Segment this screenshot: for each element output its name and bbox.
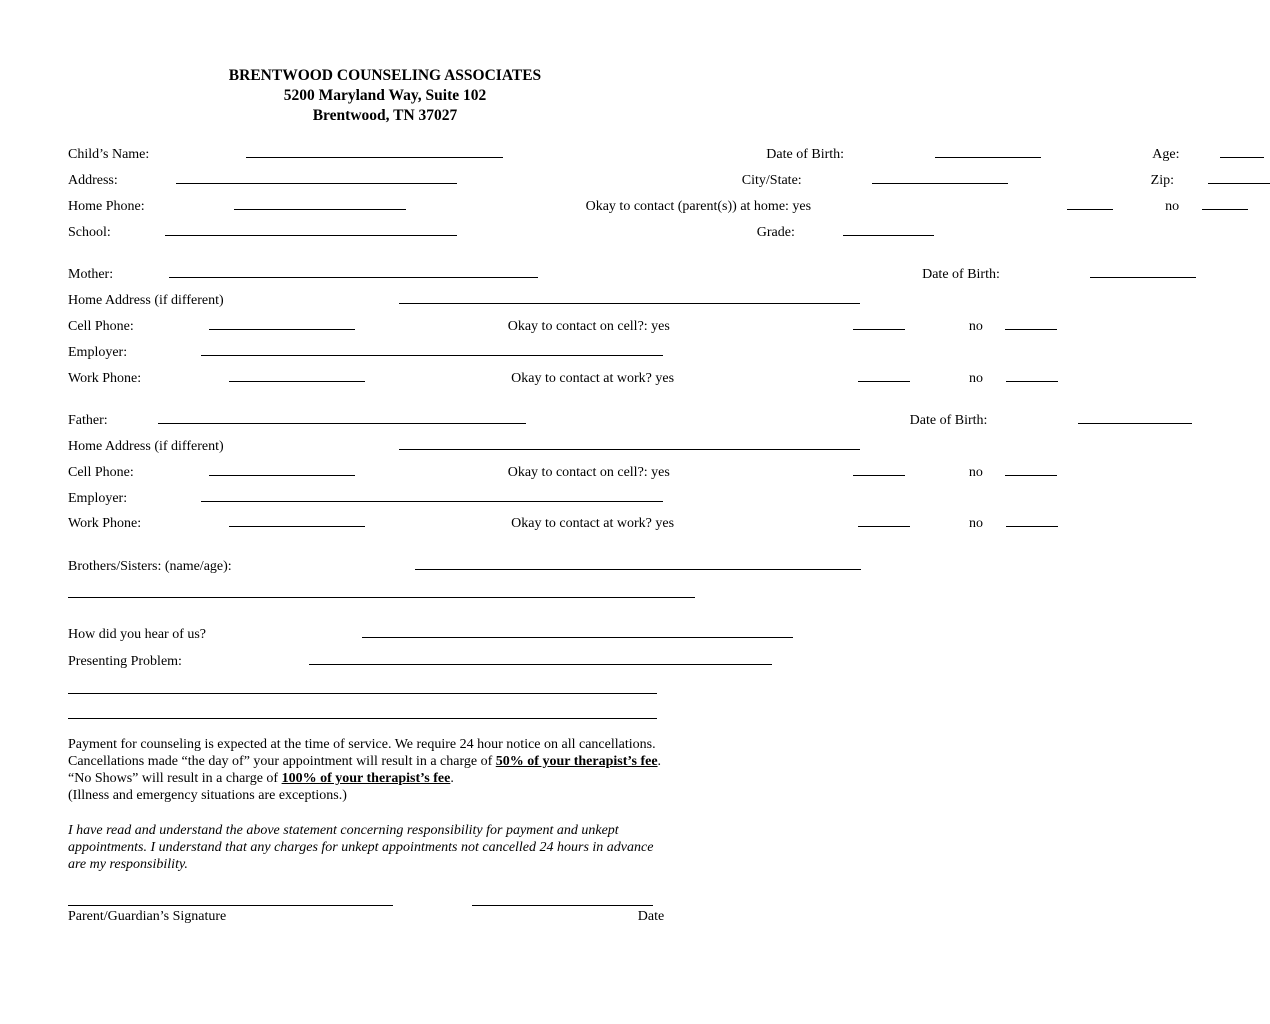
mother-okay-cell-no-label: no: [968, 319, 983, 334]
father-home-address-label: Home Address (if different): [68, 439, 224, 454]
org-city: Brentwood, TN 37027: [312, 107, 458, 124]
father-employer-field[interactable]: [201, 488, 663, 502]
child-phone-row: [68, 196, 1180, 214]
mother-work-label: Work Phone:: [68, 371, 142, 386]
father-okay-work-no-field[interactable]: [1006, 513, 1058, 527]
child-age-field[interactable]: [1220, 144, 1264, 158]
father-cell-row: [68, 462, 983, 480]
problem-field[interactable]: [309, 651, 772, 665]
child-name-row: [68, 144, 1180, 162]
grade-label: Grade:: [756, 225, 795, 240]
problem-field-line-3[interactable]: [68, 718, 657, 719]
okay-home-label: Okay to contact (parent(s)) at home: yes: [585, 199, 812, 214]
child-city-label: City/State:: [741, 173, 802, 188]
siblings-row: [68, 556, 708, 574]
father-okay-cell-no-field[interactable]: [1005, 462, 1057, 476]
father-okay-work-label: Okay to contact at work? yes: [511, 516, 675, 531]
mother-work-row: [68, 368, 984, 386]
child-age-label: Age:: [1152, 147, 1180, 162]
date-label: Date: [637, 909, 665, 924]
mother-work-field[interactable]: [229, 368, 365, 382]
mother-okay-work-no-field[interactable]: [1006, 368, 1058, 382]
father-okay-cell-yes-field[interactable]: [853, 462, 905, 476]
form-header: [0, 66, 770, 126]
child-name-label: Child’s Name:: [68, 147, 150, 162]
mother-cell-label: Cell Phone:: [68, 319, 134, 334]
okay-home-no-field[interactable]: [1202, 196, 1248, 210]
payment-text-1: Payment for counseling is expected at the time of service. We require 24 hour notice on all cancellations. Cancellations made “the day of” your appointment will result in a charge of: [68, 737, 656, 769]
problem-label: Presenting Problem:: [68, 654, 182, 669]
child-zip-label: Zip:: [1150, 173, 1175, 188]
payment-text-3: .: [450, 771, 454, 786]
signature-line[interactable]: [68, 905, 393, 906]
payment-policy: [68, 736, 678, 804]
father-okay-cell-label: Okay to contact on cell?: yes: [507, 465, 670, 480]
father-name-field[interactable]: [158, 410, 526, 424]
mother-home-address-field[interactable]: [399, 290, 860, 304]
mother-okay-work-no-label: no: [969, 371, 984, 386]
siblings-label: Brothers/Sisters: (name/age):: [68, 559, 232, 574]
okay-home-no-label: no: [1165, 199, 1180, 214]
school-row: [68, 222, 795, 240]
father-okay-work-yes-field[interactable]: [858, 513, 910, 527]
father-employer-row: [68, 488, 708, 506]
siblings-field-line-2[interactable]: [68, 597, 695, 598]
father-work-label: Work Phone:: [68, 516, 142, 531]
signature-label: Parent/Guardian’s Signature: [68, 909, 227, 924]
mother-dob-field[interactable]: [1090, 264, 1196, 278]
hear-row: [68, 624, 708, 642]
mother-okay-work-yes-field[interactable]: [858, 368, 910, 382]
child-dob-label: Date of Birth:: [766, 147, 845, 162]
mother-employer-label: Employer:: [68, 345, 128, 360]
father-dob-label: Date of Birth:: [909, 413, 988, 428]
org-address: 5200 Maryland Way, Suite 102: [283, 87, 487, 104]
child-address-label: Address:: [68, 173, 118, 188]
mother-home-address-row: [68, 290, 708, 308]
mother-okay-cell-label: Okay to contact on cell?: yes: [507, 319, 670, 334]
father-row: [68, 410, 988, 428]
mother-okay-cell-no-field[interactable]: [1005, 316, 1057, 330]
okay-home-yes-field[interactable]: [1067, 196, 1113, 210]
responsibility-statement: I have read and understand the above statement concerning responsibility for payment and unkept appointments. I understand that any charges for unkept appointments not cancelled 24 hours in advance are my responsibility.: [68, 823, 654, 872]
mother-cell-row: [68, 316, 983, 334]
father-home-address-row: [68, 436, 708, 454]
hear-label: How did you hear of us?: [68, 627, 207, 642]
mother-employer-field[interactable]: [201, 342, 663, 356]
mother-employer-row: [68, 342, 708, 360]
child-name-field[interactable]: [246, 144, 503, 158]
payment-exceptions: (Illness and emergency situations are exceptions.): [68, 788, 347, 803]
father-work-field[interactable]: [229, 513, 365, 527]
siblings-field[interactable]: [415, 556, 861, 570]
father-cell-label: Cell Phone:: [68, 465, 134, 480]
father-okay-work-no-label: no: [969, 516, 984, 531]
mother-home-address-label: Home Address (if different): [68, 293, 224, 308]
mother-okay-cell-yes-field[interactable]: [853, 316, 905, 330]
problem-row: [68, 651, 708, 669]
mother-okay-work-label: Okay to contact at work? yes: [511, 371, 675, 386]
mother-name-field[interactable]: [169, 264, 538, 278]
father-employer-label: Employer:: [68, 491, 128, 506]
payment-text-2: . “No Shows” will result in a charge of: [68, 754, 662, 786]
father-okay-cell-no-label: no: [968, 465, 983, 480]
mother-dob-label: Date of Birth:: [922, 267, 1000, 282]
grade-field[interactable]: [843, 222, 934, 236]
father-dob-field[interactable]: [1078, 410, 1192, 424]
father-work-row: [68, 513, 984, 531]
payment-fee-100: 100% of your therapist’s fee: [281, 771, 451, 786]
child-city-field[interactable]: [872, 170, 1008, 184]
home-phone-field[interactable]: [234, 196, 406, 210]
school-field[interactable]: [165, 222, 457, 236]
father-cell-field[interactable]: [209, 462, 355, 476]
child-zip-field[interactable]: [1208, 170, 1270, 184]
mother-label: Mother:: [68, 267, 114, 282]
mother-cell-field[interactable]: [209, 316, 355, 330]
child-dob-field[interactable]: [935, 144, 1041, 158]
school-label: School:: [68, 225, 111, 240]
child-address-row: [68, 170, 1175, 188]
payment-fee-50: 50% of your therapist’s fee: [495, 754, 658, 769]
problem-field-line-2[interactable]: [68, 693, 657, 694]
home-phone-label: Home Phone:: [68, 199, 145, 214]
signature-row: [68, 908, 708, 926]
child-address-field[interactable]: [176, 170, 457, 184]
date-line[interactable]: [472, 905, 653, 906]
org-name: BRENTWOOD COUNSELING ASSOCIATES: [228, 67, 542, 84]
father-home-address-field[interactable]: [399, 436, 860, 450]
mother-row: [68, 264, 1000, 282]
father-label: Father:: [68, 413, 108, 428]
hear-field[interactable]: [362, 624, 793, 638]
